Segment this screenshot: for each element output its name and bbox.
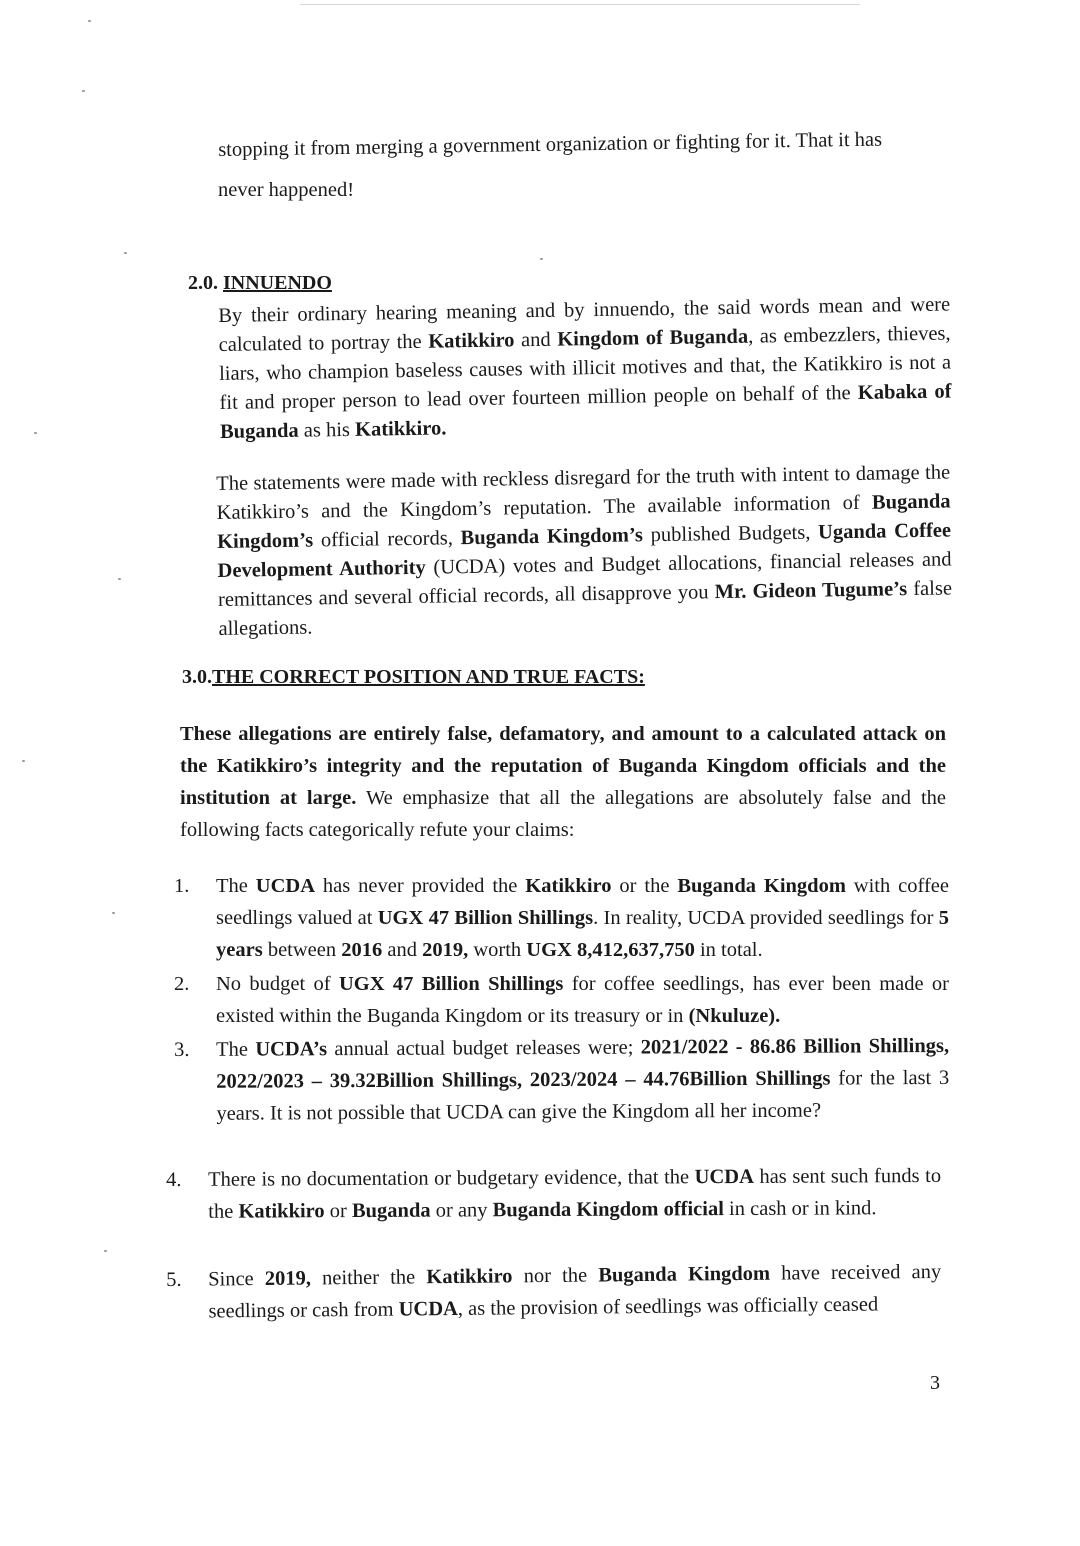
text-run: have received any seedlings or cash from: [208, 1260, 942, 1323]
text-run: annual actual budget releases were;: [326, 1036, 641, 1061]
text-run: , as the provision of seedlings was officially ceased: [457, 1293, 879, 1320]
text-run: The: [216, 875, 256, 897]
bold-text-run: Katikkiro: [238, 1200, 325, 1223]
text-run: or: [324, 1200, 353, 1223]
list-item-text: [216, 968, 949, 1032]
bold-text-run: UCDA: [255, 875, 315, 897]
scan-speck: [124, 252, 127, 254]
list-item-text: [208, 1160, 941, 1228]
intro-line-1: stopping it from merging a government organization or fighting for it. That it has: [218, 128, 883, 161]
scan-artifact-line: [300, 4, 860, 5]
scan-speck: [112, 912, 115, 914]
scan-speck: [88, 20, 91, 22]
text-run: We emphasize that all the allegations are absolutely false and the following facts categorically refute your claims:: [180, 787, 946, 841]
list-item-text: [216, 1030, 949, 1130]
text-run: official records,: [313, 527, 461, 552]
fact-list-item: [174, 870, 949, 966]
intro-line-2: never happened!: [218, 179, 355, 201]
bold-text-run: Kabaka of Buganda: [219, 380, 952, 443]
scan-speck: [22, 760, 25, 762]
bold-text-run: UCDA: [694, 1165, 754, 1189]
text-run: in total.: [694, 939, 763, 961]
bold-text-run: Buganda: [351, 1199, 431, 1223]
text-run: with coffee seedlings valued at: [216, 875, 949, 929]
section-2-title: INNUENDO: [223, 272, 332, 294]
section-2-paragraph-2: [216, 458, 953, 644]
bold-text-run: 2016: [341, 939, 383, 961]
bold-text-run: Mr. Gideon Tugume’s: [714, 578, 908, 604]
scan-speck: [82, 90, 85, 92]
list-item-number: 5.: [166, 1268, 182, 1291]
text-run: between: [262, 939, 342, 961]
scan-speck: [540, 258, 543, 260]
text-run: for coffee seedlings, has ever been made or existed within the Buganda Kingdom or its treasury or in: [216, 973, 950, 1027]
list-item-number: 2.: [174, 973, 190, 995]
bold-text-run: Buganda Kingdom’s: [460, 524, 644, 550]
bold-text-run: 5 years: [216, 907, 949, 961]
text-run: and: [514, 328, 558, 352]
section-3-heading: [182, 666, 645, 689]
bold-text-run: Buganda Kingdom: [598, 1262, 771, 1287]
text-run: or any: [430, 1199, 493, 1222]
text-run: as his: [298, 418, 356, 442]
bold-text-run: Uganda Coffee Development Authority: [217, 519, 952, 582]
bold-text-run: Buganda Kingdom’s: [216, 490, 951, 553]
list-item-number: 4.: [166, 1168, 182, 1191]
section-3-number: 3.0.: [182, 666, 212, 688]
list-item-number: 3.: [174, 1038, 190, 1061]
section-2-paragraph-1: [218, 291, 952, 447]
text-run: false allegations.: [218, 577, 953, 640]
bold-text-run: Buganda Kingdom official: [492, 1198, 724, 1222]
bold-text-run: UGX 47 Billion Shillings: [338, 973, 564, 995]
scan-speck: [118, 578, 121, 580]
text-run: or the: [611, 875, 678, 897]
text-run: has sent such funds to the: [208, 1164, 942, 1223]
text-run: The statements were made with reckless disregard for the truth with intent to damage the Katikkiro’s and the Kingdom’s reputation. The available information of: [216, 461, 951, 524]
text-run: (UCDA) votes and Budget allocations, financial releases and remittances and several official records, all disapprove you: [217, 548, 952, 611]
text-run: published Budgets,: [642, 521, 819, 547]
text-run: No budget of: [216, 973, 339, 995]
bold-text-run: 2019,: [422, 939, 469, 961]
text-run: Since: [208, 1267, 265, 1291]
bold-text-run: UCDA’s: [255, 1038, 328, 1061]
text-run: There is no documentation or budgetary evidence, that the: [208, 1166, 695, 1191]
bold-text-run: UGX 8,412,637,750: [526, 939, 695, 961]
section-3-paragraph-1: [180, 718, 946, 846]
fact-list-item: [166, 1160, 941, 1228]
text-run: nor the: [512, 1264, 599, 1288]
bold-text-run: These allegations are entirely false, defamatory, and amount to a calculated attack on the Katikkiro’s integrity and the reputation of Buganda Kingdom officials and the institution at large.: [180, 723, 946, 809]
section-2-number: 2.0.: [188, 272, 218, 294]
bold-text-run: UGX 47 Billion Shillings: [377, 907, 594, 929]
text-run: worth: [468, 939, 527, 961]
section-3-title: THE CORRECT POSITION AND TRUE FACTS:: [212, 666, 645, 688]
bold-text-run: Kingdom of Buganda: [557, 325, 749, 351]
bold-text-run: Katikkiro.: [354, 417, 447, 441]
bold-text-run: Katikkiro: [426, 1265, 513, 1289]
text-run: and: [382, 939, 423, 961]
bold-text-run: 2021/2022 - 86.86 Billion Shillings, 2022/2023 – 39.32Billion Shillings, 2023/2024 – 44.76Billion Shillings: [216, 1034, 950, 1093]
text-run: The: [216, 1038, 256, 1061]
page-number: 3: [930, 1372, 940, 1394]
bold-text-run: Katikkiro: [525, 875, 612, 897]
scan-speck: [34, 432, 37, 434]
text-run: , as embezzlers, thieves, liars, who champion baseless causes with illicit motives and that, the Katikkiro is not a fit and proper person to lead over fourteen million people on behalf of the: [218, 322, 952, 414]
fact-list-item: [174, 968, 949, 1032]
section-2-heading: [188, 272, 332, 295]
fact-list-item: [174, 1030, 949, 1130]
bold-text-run: 2019,: [264, 1267, 312, 1290]
list-item-text: [216, 870, 949, 966]
bold-text-run: Katikkiro: [428, 329, 515, 353]
bold-text-run: Buganda Kingdom: [677, 875, 846, 897]
list-item-text: [208, 1256, 942, 1328]
text-run: for the last 3 years. It is not possible that UCDA can give the Kingdom all her income?: [216, 1066, 950, 1125]
bold-text-run: UCDA: [398, 1297, 458, 1321]
bold-text-run: (Nkuluze).: [688, 1005, 781, 1027]
list-item-number: 1.: [174, 875, 190, 897]
scan-speck: [104, 1250, 107, 1252]
text-run: neither the: [310, 1266, 427, 1290]
text-run: has never provided the: [315, 875, 526, 897]
text-run: in cash or in kind.: [723, 1197, 877, 1221]
fact-list-item: [166, 1256, 942, 1328]
text-run: . In reality, UCDA provided seedlings for: [593, 907, 939, 929]
text-run: By their ordinary hearing meaning and by innuendo, the said words mean and were calculated to portray the: [218, 293, 951, 356]
